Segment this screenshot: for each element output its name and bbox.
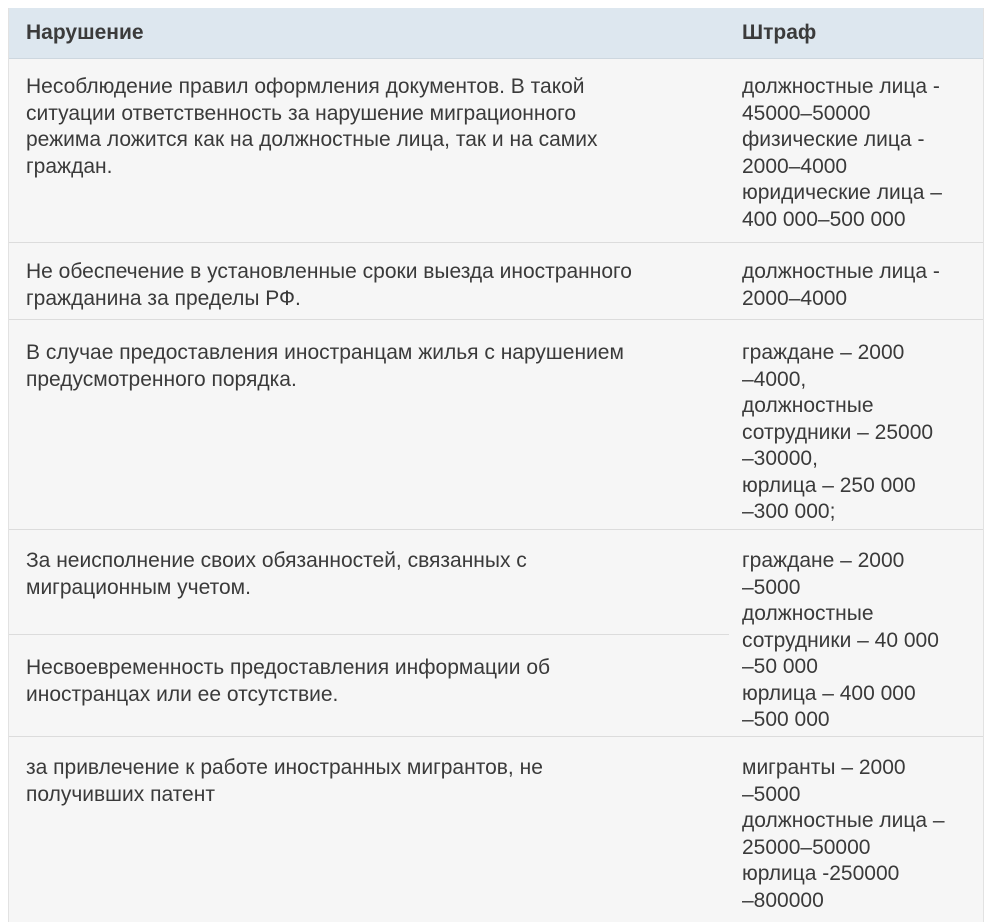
violation-cell: Не обеспечение в установленные сроки выезда иностранного гражданина за пределы РФ.	[26, 260, 632, 310]
fine-cell: граждане – 2000 –4000, должностные сотрудники – 25000 –30000, юрлица – 250 000 –300 000;	[742, 341, 934, 523]
violation-cell-secondary: Несвоевременность предоставления информации об иностранцах или ее отсутствие.	[26, 656, 551, 706]
violation-cell: В случае предоставления иностранцам жилья с нарушением предусмотренного порядка.	[26, 341, 624, 391]
violation-cell: за привлечение к работе иностранных мигрантов, не получивших патент	[26, 756, 543, 806]
violation-cell: Несоблюдение правил оформления документов. В такой ситуации ответственность за нарушение миграционного режима ложится как на должностные лица, так и на самих граждан.	[26, 75, 598, 178]
fine-cell: должностные лица - 2000–4000	[742, 260, 940, 310]
fine-cell: мигранты – 2000 –5000 должностные лица – 25000–50000 юрлица -250000 –800000	[742, 756, 945, 912]
inner-row-divider	[9, 634, 729, 635]
table-row	[9, 530, 983, 736]
violation-cell: За неисполнение своих обязанностей, связанных с миграционным учетом.	[26, 549, 527, 599]
table-row	[9, 320, 983, 529]
fine-cell: должностные лица - 45000–50000 физические лица - 2000–4000 юридические лица – 400 000–500 000	[742, 75, 942, 231]
table-row	[9, 737, 983, 922]
table-row	[9, 58, 983, 242]
header-fine: Штраф	[742, 21, 817, 44]
table-header-row	[9, 8, 983, 59]
fine-cell: граждане – 2000 –5000 должностные сотрудники – 40 000 –50 000 юрлица – 400 000 –500 000	[742, 549, 939, 731]
table-row	[9, 243, 983, 319]
fines-table	[8, 8, 984, 922]
header-violation: Нарушение	[26, 21, 144, 44]
